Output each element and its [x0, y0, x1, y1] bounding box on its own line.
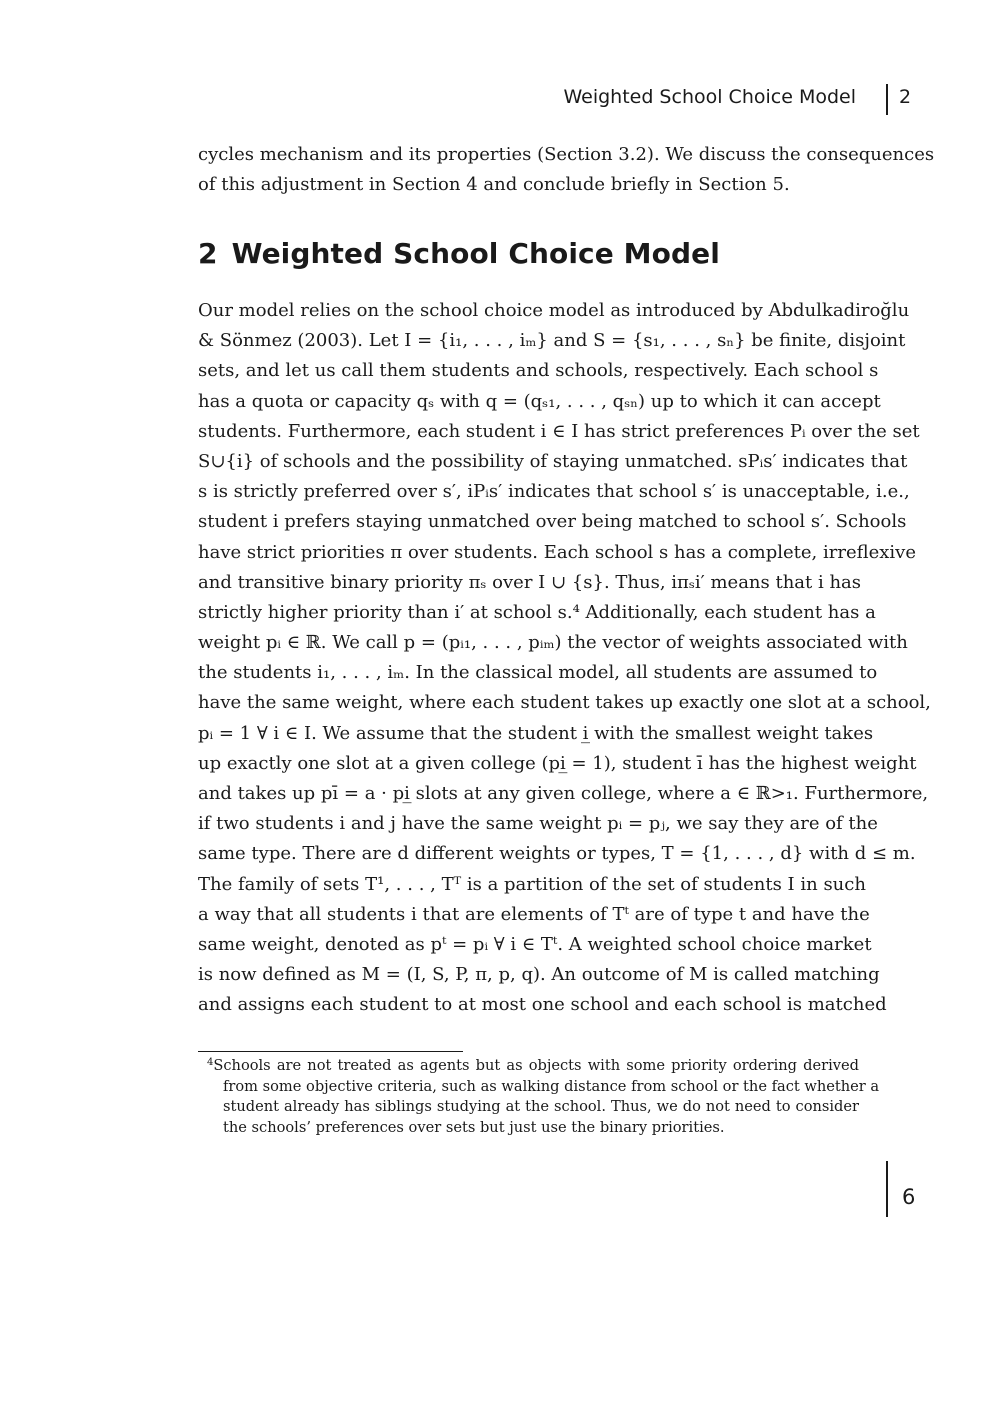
text-line: sets, and let us call them students and schools, respectively. Each school s — [198, 360, 879, 382]
footnote-line: student already has siblings studying at the school. Thus, we do not need to consider — [223, 1098, 859, 1115]
text-line: the students i₁, . . . , iₘ. In the classical model, all students are assumed to — [198, 662, 878, 684]
text-line: up exactly one slot at a given college (pi̲ = 1), student ī has the highest weight — [198, 752, 917, 774]
text-line: and assigns each student to at most one school and each school is matched — [198, 994, 887, 1016]
footnote — [207, 1056, 880, 1138]
text-line: S∪{i} of schools and the possibility of staying unmatched. sPᵢs′ indicates that — [198, 450, 908, 472]
text-line: same type. There are d different weights or types, T = {1, . . . , d} with d ≤ m. — [198, 843, 916, 865]
footnote-line: the schools’ preferences over sets but just use the binary priorities. — [223, 1118, 725, 1136]
text-line: s is strictly preferred over s′, iPᵢs′ indicates that school s′ is unacceptable, i.e., — [198, 481, 910, 503]
page-number-divider — [886, 1161, 888, 1217]
intro-paragraph — [198, 140, 935, 200]
section-title: Weighted School Choice Model — [231, 237, 720, 270]
page-number: 6 — [902, 1185, 916, 1209]
section-number: 2 — [198, 237, 218, 270]
body-paragraph — [198, 296, 931, 1021]
text-line: students. Furthermore, each student i ∈ I has strict preferences Pᵢ over the set — [198, 420, 920, 442]
text-line: The family of sets T¹, . . . , Tᵀ is a partition of the set of students I in such — [198, 873, 866, 895]
text-line: has a quota or capacity qₛ with q = (qₛ₁, . . . , qₛₙ) up to which it can accept — [198, 390, 881, 412]
footnote-text: Schools are not treated as agents but as objects with some priority ordering derived — [213, 1057, 859, 1074]
text-line: strictly higher priority than i′ at school s.⁴ Additionally, each student has a — [198, 601, 876, 623]
footnote-divider — [198, 1051, 463, 1052]
text-line: have strict priorities π over students. Each school s has a complete, irreflexive — [198, 541, 916, 563]
text-line: cycles mechanism and its properties (Section 3.2). We discuss the consequences — [198, 144, 935, 165]
text-line: same weight, denoted as pᵗ = pᵢ ∀ i ∈ Tᵗ. A weighted school choice market — [198, 933, 872, 955]
text-line: if two students i and j have the same weight pᵢ = pⱼ, we say they are of the — [198, 813, 878, 835]
text-line: and transitive binary priority πₛ over I ∪ {s}. Thus, iπₛi′ means that i has — [198, 571, 862, 593]
header-divider — [886, 84, 888, 115]
section-heading — [198, 237, 720, 270]
footnote-line — [207, 1056, 859, 1077]
text-line: & Sönmez (2003). Let I = {i₁, . . . , iₘ} and S = {s₁, . . . , sₙ} be finite, disjoint — [198, 330, 906, 352]
text-line: have the same weight, where each student takes up exactly one slot at a school, — [198, 692, 931, 714]
text-line: student i prefers staying unmatched over being matched to school s′. Schools — [198, 511, 907, 533]
text-line: Our model relies on the school choice model as introduced by Abdulkadiroğlu — [198, 300, 910, 321]
running-header-page: 2 — [899, 86, 912, 108]
footnote-marker: 4 — [207, 1057, 214, 1068]
text-line: and takes up pī = a · pi̲ slots at any given college, where a ∈ ℝ>₁. Furthermore, — [198, 783, 929, 804]
text-line: weight pᵢ ∈ ℝ. We call p = (pᵢ₁, . . . , pᵢₘ) the vector of weights associated with — [198, 632, 908, 654]
text-line: pᵢ = 1 ∀ i ∈ I. We assume that the student i̲ with the smallest weight takes — [198, 722, 874, 744]
text-line: of this adjustment in Section 4 and conclude briefly in Section 5. — [198, 174, 790, 196]
running-header-title: Weighted School Choice Model — [563, 86, 856, 108]
footnote-line: from some objective criteria, such as walking distance from school or the fact whether a — [223, 1077, 880, 1095]
text-line: is now defined as M = (I, S, P, π, p, q). An outcome of M is called matching — [198, 964, 880, 986]
text-line: a way that all students i that are elements of Tᵗ are of type t and have the — [198, 903, 870, 925]
